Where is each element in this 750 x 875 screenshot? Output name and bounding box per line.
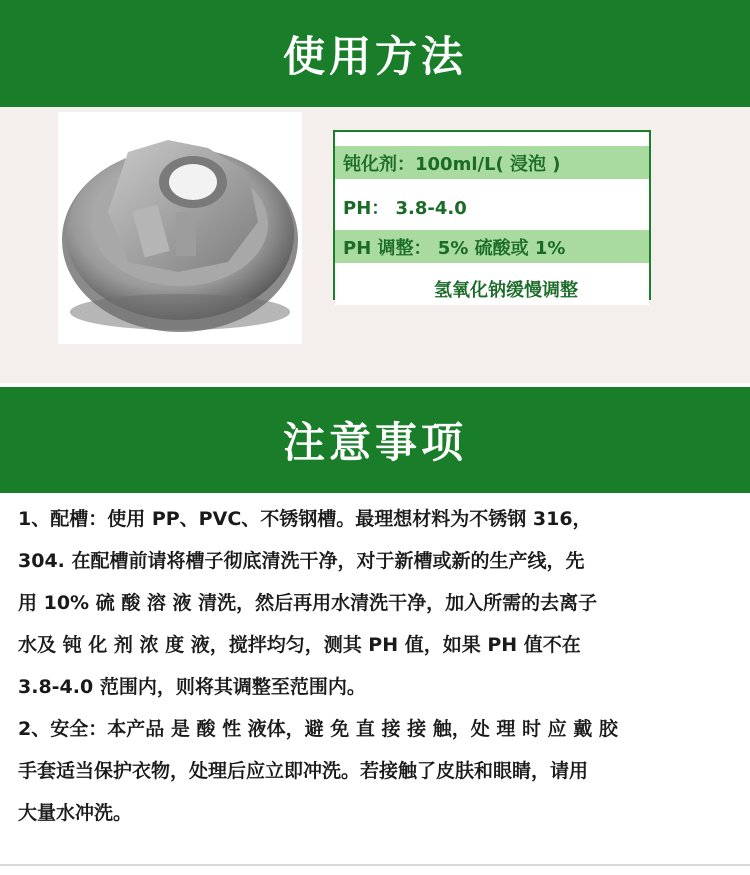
note-line: 1、配槽：使用 PP、PVC、不锈钢槽。最理想材料为不锈钢 316， xyxy=(18,508,592,530)
usage-banner xyxy=(0,0,750,107)
note-line: 3.8-4.0 范围内，则将其调整至范围内。 xyxy=(18,676,366,698)
note-line: 手套适当保护衣物，处理后应立即冲洗。若接触了皮肤和眼睛，请用 xyxy=(18,760,589,782)
spec-passivator: 钝化剂：100ml/L( 浸泡 ) xyxy=(335,146,649,179)
notice-banner xyxy=(0,387,750,493)
spec-box xyxy=(333,130,651,300)
note-line: 2、安全：本产品 是 酸 性 液体，避 免 直 接 接 触，处 理 时 应 戴 胶 xyxy=(18,718,618,740)
metal-part-image xyxy=(58,112,302,344)
note-line: 用 10% 硫 酸 溶 液 清洗，然后再用水清洗干净，加入所需的去离子 xyxy=(18,592,598,614)
spec-adjust-line1: PH 调整： 5% 硫酸或 1% xyxy=(335,230,649,263)
spec-ph: PH： 3.8-4.0 xyxy=(335,190,649,223)
note-line: 304. 在配槽前请将槽子彻底清洗干净，对于新槽或新的生产线，先 xyxy=(18,550,585,572)
usage-title: 使用方法 xyxy=(282,31,467,81)
note-line: 大量水冲洗。 xyxy=(18,802,133,824)
bottom-divider xyxy=(0,864,750,866)
product-photo xyxy=(58,112,302,344)
notice-title: 注意事项 xyxy=(282,418,467,467)
notes-text xyxy=(18,498,740,834)
spec-adjust-line2: 氢氧化钠缓慢调整 xyxy=(335,272,649,305)
note-line: 水及 钝 化 剂 浓 度 液，搅拌均匀，测其 PH 值，如果 PH 值不在 xyxy=(18,634,581,656)
